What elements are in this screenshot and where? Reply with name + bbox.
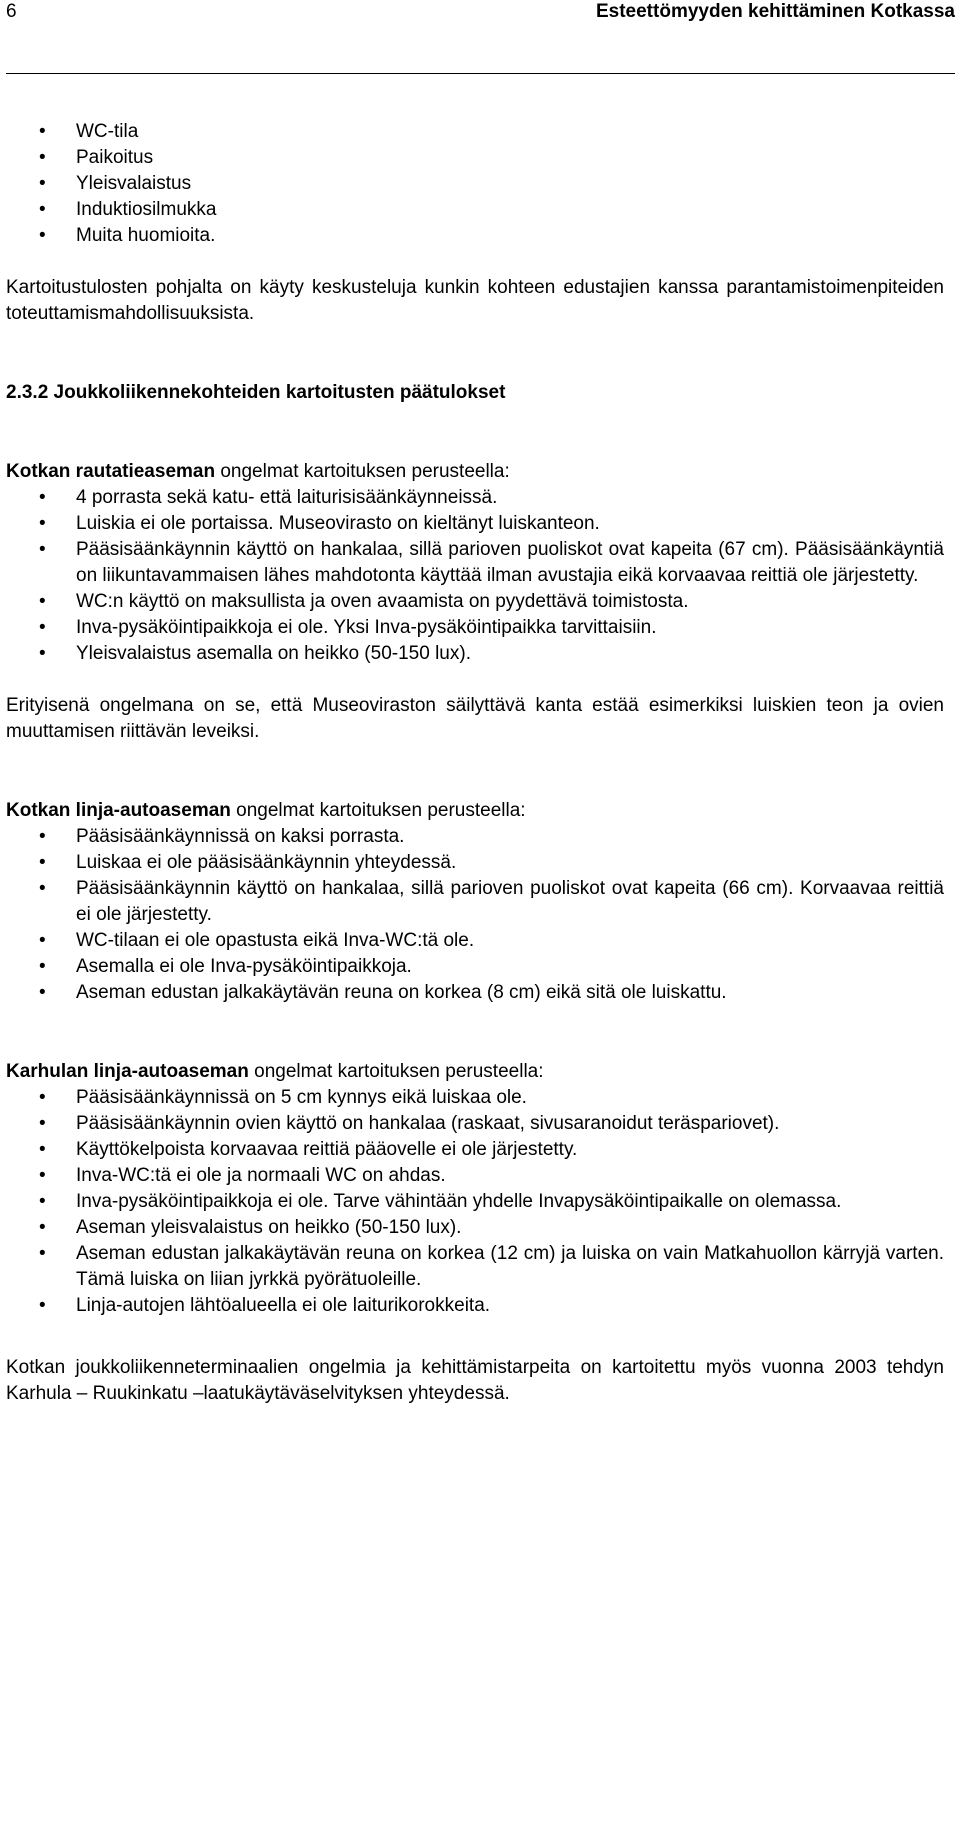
list-item: • Linja-autojen lähtöalueella ei ole laiturikorokkeita. [6, 1293, 944, 1319]
list-item: • Inva-pysäköintipaikkoja ei ole. Tarve vähintään yhdelle Invapysäköintipaikalle on olemassa. [6, 1189, 944, 1215]
bullet-icon: • [39, 643, 46, 664]
list-item: • WC-tilaan ei ole opastusta eikä Inva-WC:tä ole. [6, 928, 944, 954]
bullet-icon: • [39, 617, 46, 638]
bullet-icon: • [39, 1087, 46, 1108]
page-number: 6 [6, 1, 17, 22]
list-item: • Pääsisäänkäynnissä on 5 cm kynnys eikä luiskaa ole. [6, 1085, 944, 1111]
bullet-icon: • [39, 487, 46, 508]
rautatie-lead: Kotkan rautatieaseman ongelmat kartoituksen perusteella: [6, 461, 510, 482]
header-rule [6, 73, 955, 74]
bullet-icon: • [39, 826, 46, 847]
bullet-icon: • [39, 539, 46, 560]
list-item: • Induktiosilmukka [6, 197, 944, 223]
bullet-icon: • [39, 1217, 46, 1238]
list-item: • Inva-pysäköintipaikkoja ei ole. Yksi Inva-pysäköintipaikka tarvittaisiin. [6, 615, 944, 641]
list-item: • Pääsisäänkäynnin käyttö on hankalaa, sillä parioven puoliskot ovat kapeita (66 cm). Korvaavaa reittiä ei ole järjestetty. [39, 878, 944, 925]
page-content [6, 119, 944, 1407]
bullet-icon: • [39, 199, 46, 220]
linja-lead: Kotkan linja-autoaseman ongelmat kartoituksen perusteella: [6, 800, 526, 821]
bullet-icon: • [39, 173, 46, 194]
list-item: • Muita huomioita. [6, 223, 944, 249]
bullet-icon: • [39, 225, 46, 246]
bullet-icon: • [39, 852, 46, 873]
rautatie-list [6, 485, 944, 667]
intro-list [6, 119, 944, 249]
list-item: • Aseman edustan jalkakäytävän reuna on korkea (12 cm) ja luiska on vain Matkahuollon kärryjä varten. Tämä luiska on liian jyrkkä pyörätuoleille. [39, 1243, 944, 1290]
bullet-icon: • [39, 878, 46, 899]
closing-paragraph: Kotkan joukkoliikenneterminaalien ongelmia ja kehittämistarpeita on kartoitettu myös vuonna 2003 tehdyn Karhula – Ruukinkatu –laatukäytäväselvityksen yhteydessä. [6, 1357, 944, 1404]
bullet-icon: • [39, 147, 46, 168]
list-item: • Käyttökelpoista korvaavaa reittiä pääovelle ei ole järjestetty. [6, 1137, 944, 1163]
bullet-icon: • [39, 1113, 46, 1134]
list-item: • WC:n käyttö on maksullista ja oven avaamista on pyydettävä toimistosta. [6, 589, 944, 615]
list-item: • Pääsisäänkäynnin ovien käyttö on hankalaa (raskaat, sivusaranoidut teräspariovet). [6, 1111, 944, 1137]
bullet-icon: • [39, 1243, 46, 1264]
karhula-list [6, 1085, 944, 1319]
list-item: • Inva-WC:tä ei ole ja normaali WC on ahdas. [6, 1163, 944, 1189]
section-heading: 2.3.2 Joukkoliikennekohteiden kartoitusten päätulokset [6, 382, 506, 403]
list-item: • Asemalla ei ole Inva-pysäköintipaikkoja. [6, 954, 944, 980]
list-item: • Paikoitus [6, 145, 944, 171]
list-item: • WC-tila [6, 119, 944, 145]
bullet-icon: • [39, 591, 46, 612]
rautatie-note: Erityisenä ongelmana on se, että Museoviraston säilyttävä kanta estää esimerkiksi luiskien teon ja ovien muuttamisen riittävän leveiksi. [6, 695, 944, 742]
list-item: • Aseman edustan jalkakäytävän reuna on korkea (8 cm) eikä sitä ole luiskattu. [6, 980, 944, 1006]
list-item: • Pääsisäänkäynnissä on kaksi porrasta. [6, 824, 944, 850]
bullet-icon: • [39, 1139, 46, 1160]
bullet-icon: • [39, 121, 46, 142]
bullet-icon: • [39, 1295, 46, 1316]
rautatie-name: Kotkan rautatieaseman [6, 461, 216, 482]
intro-paragraph: Kartoitustulosten pohjalta on käyty keskusteluja kunkin kohteen edustajien kanssa parantamistoimenpiteiden toteuttamismahdollisuuksista. [6, 277, 944, 324]
bullet-icon: • [39, 930, 46, 951]
list-item: • Aseman yleisvalaistus on heikko (50-150 lux). [6, 1215, 944, 1241]
running-title: Esteettömyyden kehittäminen Kotkassa [595, 1, 955, 22]
list-item: • Pääsisäänkäynnin käyttö on hankalaa, sillä parioven puoliskot ovat kapeita (67 cm). Pääsisäänkäyntiä on liikuntavammaisen lähes mahdotonta käyttää ilman avustajia eikä korvaavaa reittiä ole järjestetty. [39, 539, 944, 586]
list-item: • Yleisvalaistus asemalla on heikko (50-150 lux). [6, 641, 944, 667]
karhula-name: Karhulan linja-autoaseman [6, 1061, 249, 1082]
bullet-icon: • [39, 1165, 46, 1186]
bullet-icon: • [39, 1191, 46, 1212]
bullet-icon: • [39, 982, 46, 1003]
linja-name: Kotkan linja-autoaseman [6, 800, 231, 821]
karhula-lead: Karhulan linja-autoaseman ongelmat kartoituksen perusteella: [6, 1061, 544, 1082]
list-item: • Luiskaa ei ole pääsisäänkäynnin yhteydessä. [6, 850, 944, 876]
bullet-icon: • [39, 956, 46, 977]
list-item: • Luiskia ei ole portaissa. Museovirasto on kieltänyt luiskanteon. [6, 511, 944, 537]
list-item: • 4 porrasta sekä katu- että laiturisisäänkäynneissä. [6, 485, 944, 511]
linja-list [6, 824, 944, 1006]
list-item: • Yleisvalaistus [6, 171, 944, 197]
bullet-icon: • [39, 513, 46, 534]
